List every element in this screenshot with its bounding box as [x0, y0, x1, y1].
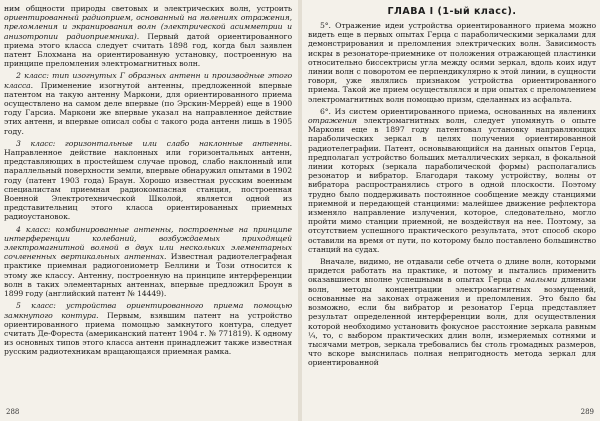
page-number-right: 289: [580, 408, 594, 416]
section-5-paragraph: 5°. Отражение идеи устройства ориентированного приема можно видеть еще в первых опытах Герца с параболическими зеркалами для демонстрирования и преломления электрических волн. Зависимость искры в резонаторе-приемнике от положения отражающей пластинки относительно биссектрисы угла между осями зеркал, вдоль коих идут линии волн с поворотом ее перпендикулярно к этой линии, в сущности говоря, уже являлись признаком устройства ориентированного приема. Такой же прием осуществлялся и при опытах с преломлением электромагнитных волн помощью призм, сделанных из асфальта.: [308, 21, 596, 104]
class-4-paragraph: 4 класс: комбинированные антенны, построенные на принципе интерференции колебаний, возбуждаемых приходящей электромагнитной волной в двух или нескольких элементарных сочлененных вертикальных антеннах. Известная радиотелеграфная практике приемная радиогониометр Беллини и Този относится к этому же классу. Антенну, построенную на принципе интерференции волн в таких элементарных антеннах, впервые предложил Броун в 1899 году (английский патент № 14449).: [4, 224, 292, 299]
class-5-paragraph: 5 класс: устройства ориентированного приема помощью замкнутого контура. Первым, взявшим патент на устройство ориентированного приема помощью замкнутого контура, следует считать Де-Фореста (американский патент 1904 г. № 771819). К одному из основных типов этого класса антенн принадлежит также известная русским радиотехникам вращающаяся приемная рамка.: [4, 301, 292, 357]
left-page: [0, 0, 296, 421]
chapter-title: ГЛАВА I (1-ый класс).: [387, 6, 517, 17]
class-2-paragraph: 2 класс: тип изогнутых Г образных антенн и производные этого класса. Применение изогнутой антенны, предложенной впервые патентом на такую антенну Маркони, для ориентированного приема осуществлено на самом деле впервые (по Эрскин-Меррей) еще в 1900 году Гарсиа. Маркони же впервые указал на направленное действие этих антенн, и впервые описал собы с такого рода антенн лишь в 1905 году.: [4, 71, 292, 136]
class-3-paragraph: 3 класс: горизонтальные или слабо наклонные антенны. Направленное действие наклонных или горизонтальных антенн, представляющих в простейшем случае провод, слабо наклонный или параллельный поверхности земли, впервые обнаружил опытами в 1902 году (патент 1903 года) Браун. Хорошо известная русским военным специалистам приемная радиокомпасная станция, построенная Военной Электротехнической Школой, является одной из представительниц этого класса ориентированных приемных радиоустановок.: [4, 138, 292, 222]
wavelength-paragraph: Вначале, видимо, не отдавали себе отчета о длине волн, которыми придется работать на практике, и потому и пытались применить оказавшиеся вполне успешными в опытах Герца с малыми длинами волн, методы концентрации электромагнитных возмущений, основанные на законах отражения и преломления. Это было бы возможно, если бы вибратор и резонатор Герца представляет результат определенной интерференции волн, для осуществления которой необходимо установить фокусное расстояние зеркала равным ¼, то, с выбором практических длин волн, измеряемых сотнями и тысячами метров, зеркала требовались бы столь громадных размеров, что вскоре выяснилась полная непригодность метода зеркал для ориентированной: [308, 257, 597, 368]
book-gutter: [298, 0, 302, 421]
page-number-left: 288: [6, 408, 20, 416]
left-intro-paragraph: ним общности природы световых и электрических волн, устроить ориентированный радиоприем, основанный на явлениях отражения, преломления и экранирования волн (электрической асимметрии и анизотропии радиоприемника). Первый датой ориентированного приема этого класса следует считать 1898 год, когда был заявлен патент Блохмана на ориентированную установку, построенную на принципе преломления электромагнитных волн.: [4, 4, 292, 69]
right-page: [304, 0, 600, 421]
section-6-paragraph: 6°. Из систем ориентированного приема, основанных на явлениях отражения электромагнитных волн, следует упомянуть о опыте Маркони еще в 1897 году патентовал установку направляющих параболических зеркал в целях получения ориентированной радиотелеграфии. Патент, основывающийся на данных опытов Герца, предполагал устройство больших металлических зеркал, в фокальной линии которых (зеркала параболической формы) располагались резонатор и вибратор. Благодаря такому устройству, волны от вибратора распространялись строго в одной плоскости. Поэтому трудно было поддерживать постоянное сообщение между станциями приемной и передающей станциями: малейшее движение рефлектора изменяло направление излучения, которое, следовательно, могло пройти мимо станции приемной, не воздействуя на нее. Поэтому, за отсутствием успешного практического результата, этот способ скоро оставили на время от пути, по которому было поставлено большинство станций на судах.: [308, 106, 596, 254]
